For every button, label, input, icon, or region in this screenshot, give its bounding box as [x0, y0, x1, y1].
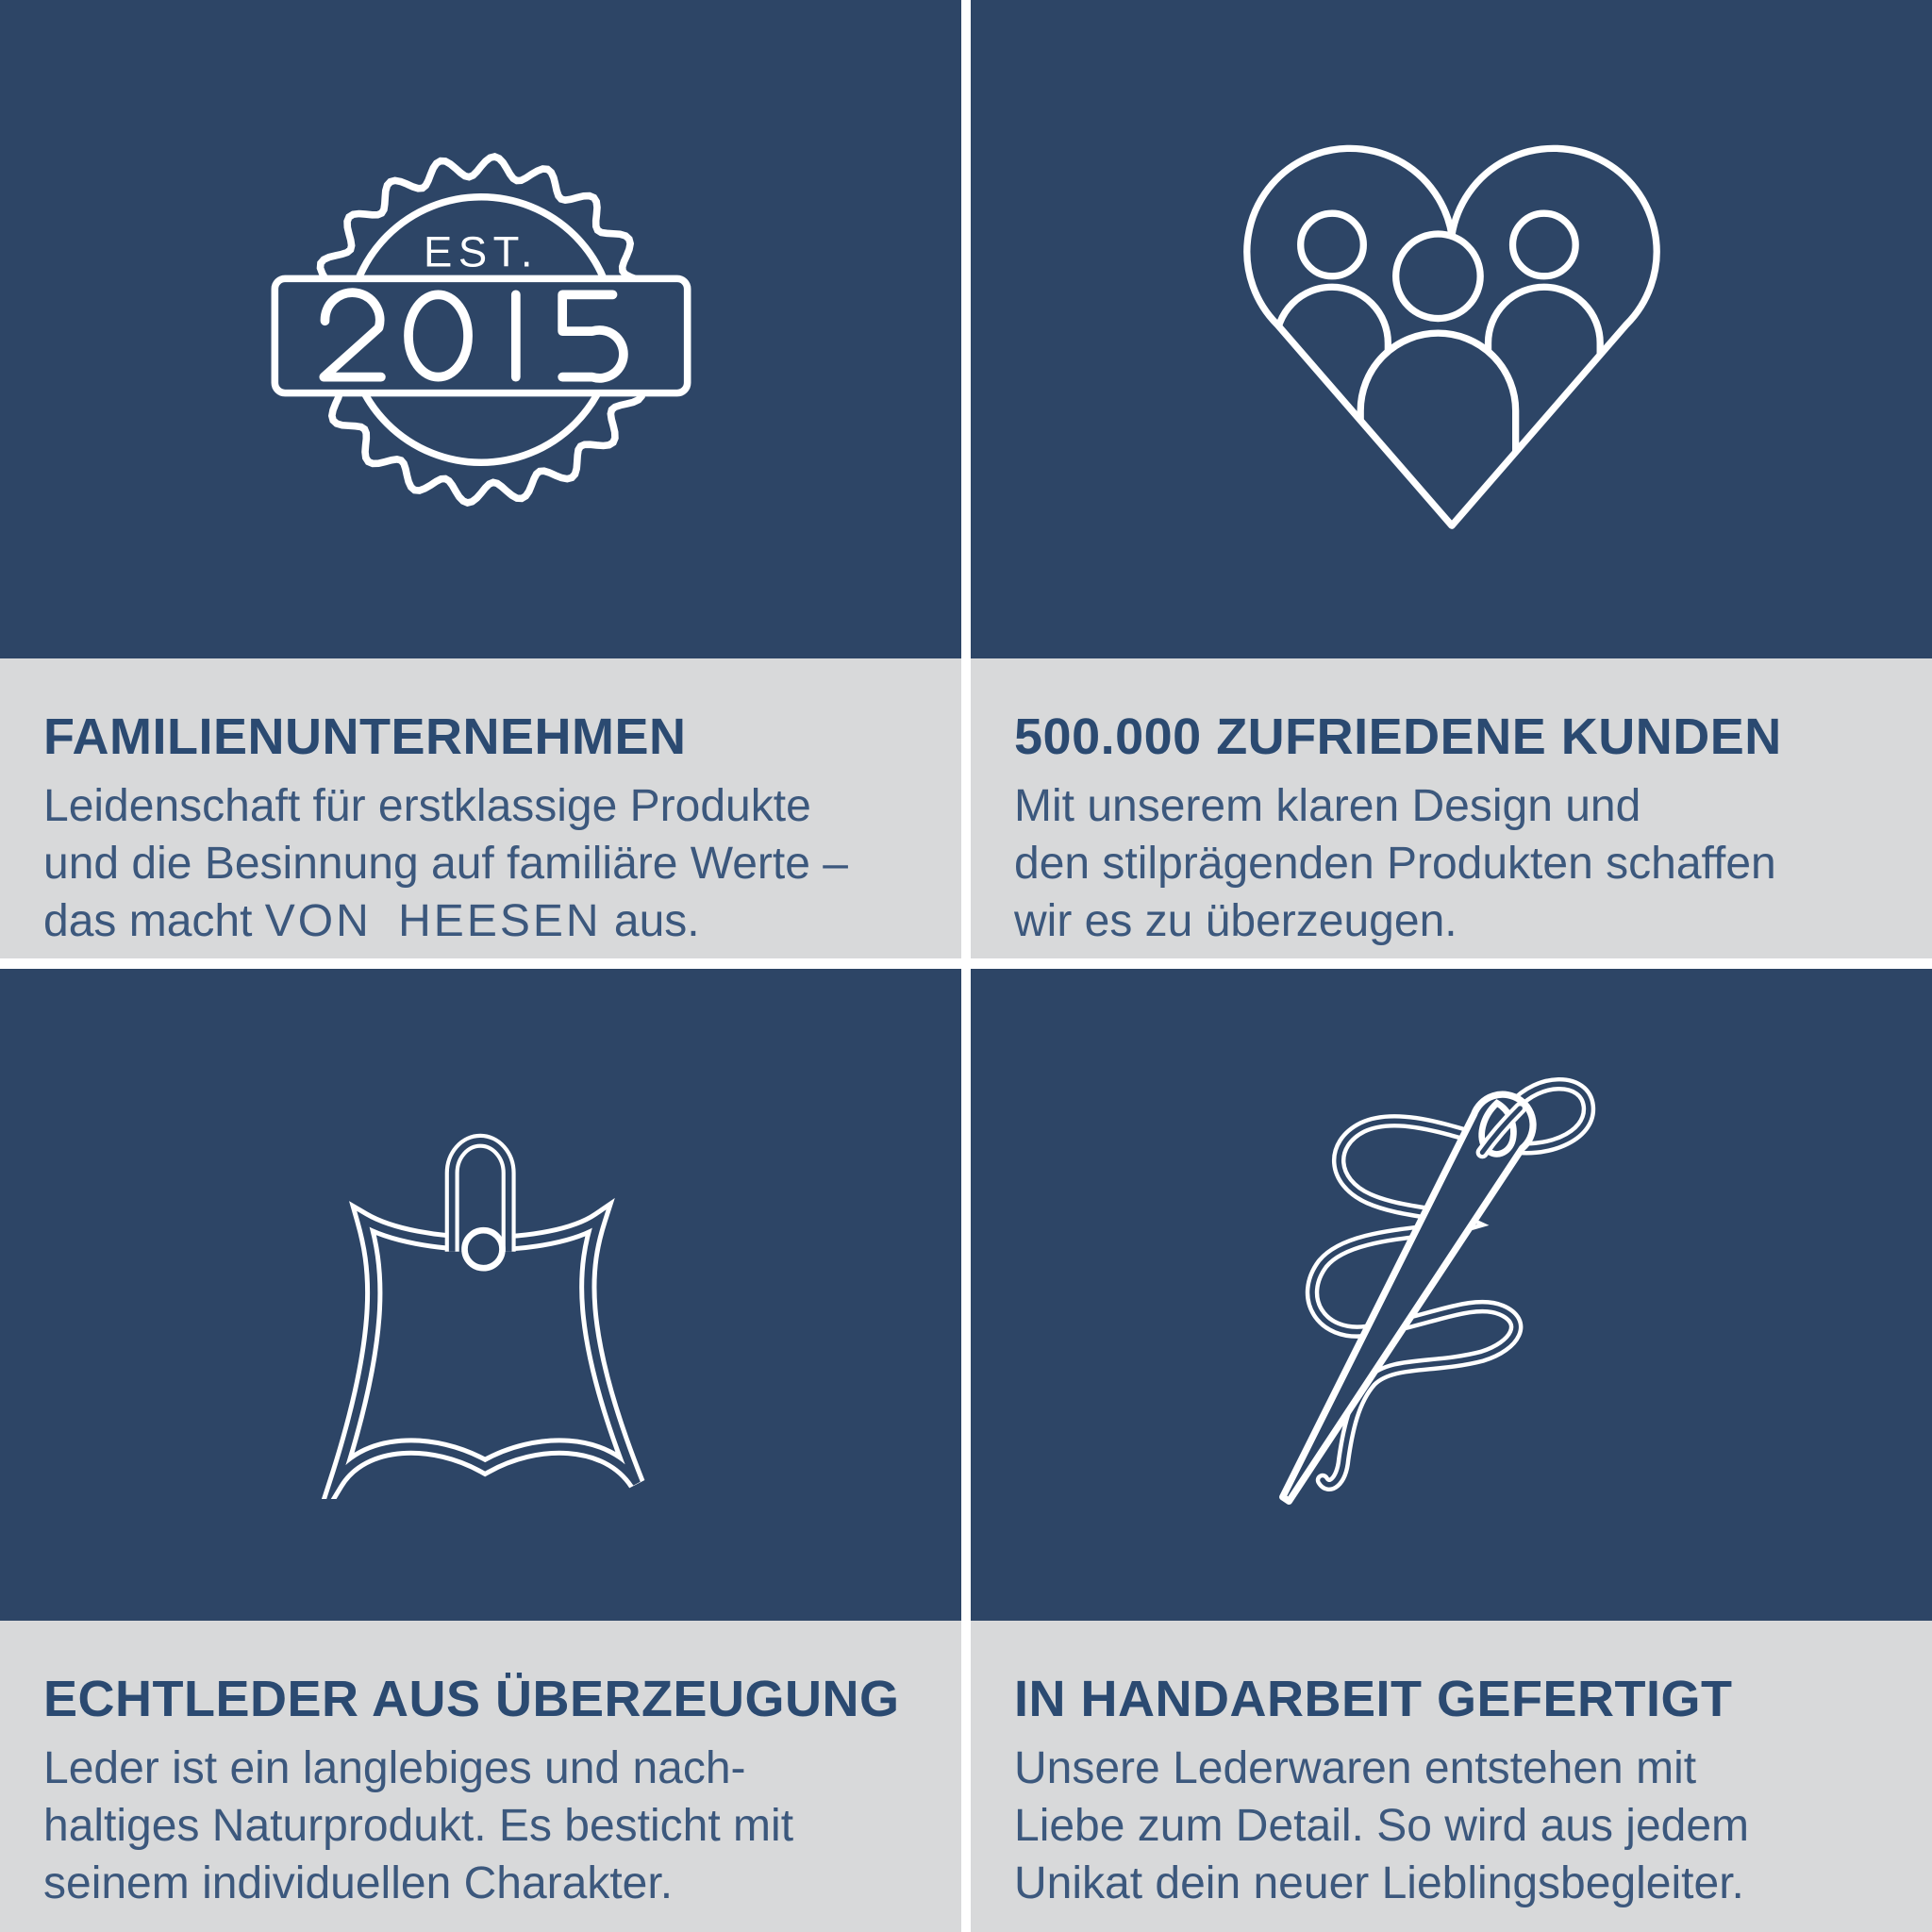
feature-description — [1014, 777, 1915, 950]
hide-hole — [464, 1230, 502, 1268]
feature-line: haltiges Naturprodukt. Es besticht mit — [43, 1801, 794, 1851]
feature-line: das macht VON HEESEN aus. — [43, 896, 700, 946]
panel-image-customers — [971, 0, 1932, 658]
feature-line: Unikat dein neuer Lieblingsbegleiter. — [1014, 1858, 1744, 1908]
needle-thread-icon — [1268, 1045, 1636, 1544]
feature-panel-family-business — [0, 0, 961, 958]
badge-est-label: EST. — [423, 226, 539, 275]
panel-image-handmade — [971, 969, 1932, 1621]
panel-image-leather — [0, 969, 961, 1621]
panel-image-family-business — [0, 0, 961, 658]
family-heart-icon — [1216, 113, 1688, 545]
feature-line: Leder ist ein langlebiges und nach- — [43, 1743, 746, 1793]
brand-name: VON HEESEN — [264, 896, 602, 946]
left-person-head — [1300, 213, 1363, 276]
feature-panel-customers — [971, 0, 1932, 958]
feature-line: Unsere Lederwaren entstehen mit — [1014, 1743, 1697, 1793]
feature-panel-handmade — [971, 969, 1932, 1932]
center-person-head — [1395, 234, 1480, 319]
feature-line: Leidenschaft für erstklassige Produkte — [43, 781, 811, 831]
leather-hide-icon — [292, 1091, 670, 1499]
panel-text-handmade — [971, 1621, 1932, 1932]
feature-description — [43, 777, 944, 950]
feature-line: wir es zu überzeugen. — [1014, 896, 1457, 946]
panel-text-family-business — [0, 658, 961, 958]
feature-line: den stilprägenden Produkten schaffen — [1014, 839, 1776, 889]
feature-line: seinem individuellen Charakter. — [43, 1858, 674, 1908]
panel-text-customers — [971, 658, 1932, 958]
right-person-head — [1512, 213, 1575, 276]
feature-heading: ECHTLEDER AUS ÜBERZEUGUNG — [43, 1671, 900, 1727]
feature-heading: 500.000 ZUFRIEDENE KUNDEN — [1014, 708, 1782, 765]
feature-panel-leather — [0, 969, 961, 1932]
est-2015-badge-icon — [236, 113, 726, 546]
feature-heading: FAMILIENUNTERNEHMEN — [43, 708, 687, 765]
feature-line: Liebe zum Detail. So wird aus jedem — [1014, 1801, 1750, 1851]
feature-description — [1014, 1740, 1915, 1912]
feature-line: Mit unserem klaren Design und — [1014, 781, 1641, 831]
feature-heading: IN HANDARBEIT GEFERTIGT — [1014, 1671, 1733, 1727]
thread — [1312, 1084, 1589, 1485]
panel-text-leather — [0, 1621, 961, 1932]
feature-description — [43, 1740, 944, 1912]
feature-line: und die Besinnung auf familiäre Werte – — [43, 839, 848, 889]
